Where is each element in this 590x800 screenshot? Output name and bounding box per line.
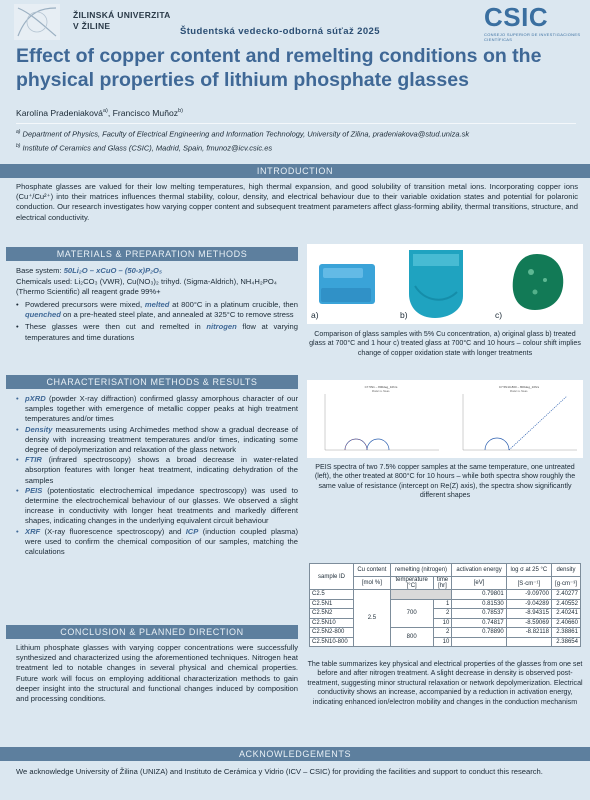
- acknowledgements-heading: ACKNOWLEDGEMENTS: [0, 747, 590, 761]
- cell-time: 10: [433, 618, 452, 628]
- char-bullet-peis: [16, 486, 298, 527]
- materials-bullet-1-text-b: at 800°C in a platinum crucible, then: [169, 300, 298, 309]
- event-name: Študentská vedecko-odborná súťaž 2025: [180, 26, 380, 37]
- materials-bullet-1: [16, 300, 298, 320]
- peis-plot-right-title: C7.5N10-800 – 800deg_10hrs: [498, 385, 540, 389]
- materials-heading: MATERIALS & PREPARATION METHODS: [6, 247, 298, 261]
- glass-sample-a-image: [317, 262, 379, 308]
- char-bullet-density-text: measurements using Archimedes method show a gradual decrease of density with increasing treatment temperatures and/or times, indicating some degree of depolymerization and relaxation of the glass network: [25, 424, 298, 455]
- char-bullet-xrf-text: (X-ray fluorescence spectroscopy) and: [40, 526, 186, 536]
- char-bullet-icp-text: (induction coupled plasma) were used to confirm the chemical composition of our samples, matching the calculations: [25, 526, 298, 557]
- header: [0, 0, 590, 42]
- th-logs-unit: [S·cm⁻¹]: [506, 577, 551, 590]
- cell-density: 2.38861: [551, 628, 580, 638]
- cell-time: 2: [433, 609, 452, 619]
- glass-sample-b-image: [405, 246, 467, 320]
- materials-bullet-1-em-b: quenched: [25, 310, 61, 320]
- cell-temp: 700: [390, 599, 433, 628]
- th-density: density: [551, 564, 580, 577]
- cell-density: 2.40660: [551, 618, 580, 628]
- th-temp-unit: [°C]: [406, 583, 417, 589]
- cell-temp: 800: [390, 628, 433, 647]
- peis-plot-left-legend: Model vs. Meas.: [371, 390, 391, 393]
- glass-sample-c-label: c): [495, 310, 503, 320]
- materials-bullets: [16, 300, 298, 343]
- th-remelt: remelting (nitrogen): [390, 564, 452, 577]
- char-bullet-ftir: [16, 455, 298, 486]
- csic-logo: CSIC: [484, 2, 549, 32]
- cell-ea: 0.79801: [452, 590, 506, 600]
- cell-id: C2.5: [310, 590, 354, 600]
- materials-bullet-2: [16, 322, 298, 342]
- char-bullet-density-term: Density: [25, 424, 53, 434]
- author-1-sup: a): [102, 108, 108, 115]
- author-1: Karolína Pradeniaková: [16, 108, 103, 118]
- peis-plot-right: [449, 382, 581, 456]
- cell-ea: 0.78537: [452, 609, 506, 619]
- affiliation-a-sup: a): [16, 129, 21, 135]
- cell-logs: -8.82118: [506, 628, 551, 638]
- th-ea: activation energy: [452, 564, 506, 577]
- conclusion-heading: CONCLUSION & PLANNED DIRECTION: [6, 625, 298, 639]
- csic-subtitle: CONSEJO SUPERIOR DE INVESTIGACIONES CIENTÍFICAS: [484, 32, 581, 42]
- cell-logs: -8.94315: [506, 609, 551, 619]
- peis-plot-left: [311, 382, 443, 456]
- th-ea-unit: [eV]: [452, 577, 506, 590]
- char-bullet-xrf: [16, 527, 298, 558]
- cell-ea: 0.81530: [452, 599, 506, 609]
- affiliation-a-text: Department of Physics, Faculty of Electrical Engineering and Information Technology, University of Zilina, pradeniakova@stud.uniza.sk: [20, 129, 470, 139]
- cell-id: C2.5N10-800: [310, 637, 354, 647]
- th-temp-label: temperature: [395, 577, 428, 583]
- photos-panel: [307, 244, 583, 324]
- char-bullet-density: [16, 425, 298, 456]
- affiliation-a: [16, 129, 469, 139]
- th-time-label: time: [436, 577, 449, 583]
- conclusion-text: Lithium phosphate glasses with varying copper concentrations were successfully synthesized and characterized using the aforementioned techniques. Nitrogen heat treatment led to notable changes in several physical and chemical properties. Future work will focus on employing additional characterization methods to gain deeper insight into the structural and functional changes induced by composition and processing conditions.: [16, 643, 298, 704]
- divider: [16, 123, 576, 124]
- cell-id: C2.5N2-800: [310, 628, 354, 638]
- characterisation-bullets: [16, 394, 298, 557]
- properties-table: [309, 563, 581, 647]
- cell-id: C2.5N10: [310, 618, 354, 628]
- char-bullet-xrf-term: XRF: [25, 526, 41, 536]
- table-caption: The table summarizes key physical and electrical properties of the glasses from one set before and after nitrogen treatment. A slight decrease in density is observed post-treatment, suggesting minor structural relaxation or network depolymerization. Electrical conductivity shows an increase, accompanied by a reduction in activation energy, indicating enhanced ion/electron mobility and changes in the conduction mechanism: [307, 660, 583, 706]
- peis-caption: PEIS spectra of two 7.5% copper samples at the same temperature, one untreated (left), the other treated at 800°C for 10 hours – while both spectra show roughly the same value of resistance (intercept on Re(Z) axis), the spectra show significantly different shapes: [314, 463, 576, 500]
- cell-density: 2.38654: [551, 637, 580, 647]
- materials-bullet-1-text-c: on a pre-heated steel plate, and annealed at 325°C to remove stress: [60, 310, 294, 320]
- materials-bullet-2-text-b: flow at varying temperatures and time durations: [25, 322, 298, 342]
- table-row: [310, 590, 581, 600]
- base-system-formula: 50Li₂O – xCuO – (50-x)P₂O₅: [63, 266, 162, 275]
- introduction-heading: INTRODUCTION: [0, 164, 590, 178]
- cell-logs: [506, 637, 551, 647]
- affiliation-b-text: Institute of Ceramics and Glass (CSIC), Madrid, Spain, fmunoz@icv.csic.es: [20, 143, 273, 153]
- table-row: [310, 618, 581, 628]
- materials-chemicals: Chemicals used: Li₂CO₃ (VWR), Cu(NO₃)₂ trihyd. (Sigma-Aldrich), NH₄H₂PO₄ (Thermo Scientific) all reagent grade 99%+: [16, 277, 277, 297]
- university-name-line1: ŽILINSKÁ UNIVERZITA: [73, 10, 171, 20]
- th-temp: [390, 577, 433, 590]
- char-bullet-pxrd: [16, 394, 298, 425]
- th-time-unit: [hr]: [438, 583, 447, 589]
- table-row: [310, 637, 581, 647]
- th-cu-unit: [mol %]: [353, 577, 390, 590]
- materials-base-system: [16, 266, 298, 276]
- cell-density: 2.40277: [551, 590, 580, 600]
- university-name-line2: V ŽILINE: [73, 21, 111, 31]
- glass-sample-a-label: a): [311, 310, 319, 320]
- author-2-sup: b): [178, 108, 183, 115]
- base-system-label: Base system:: [16, 266, 64, 275]
- peis-plot-left-title: C7.5N1 – 800deg_10hrs: [364, 385, 398, 389]
- cell-density: 2.40241: [551, 609, 580, 619]
- th-sample: sample ID: [310, 564, 354, 590]
- table-row: [310, 609, 581, 619]
- char-bullet-peis-term: PEIS: [25, 485, 43, 495]
- photos-caption: Comparison of glass samples with 5% Cu concentration, a) original glass b) treated glass at 700°C and 1 hour c) treated glass at 700°C and 10 hours – colour shift implies change of copper oxidation state with longer treatments: [309, 330, 581, 357]
- char-bullet-icp-term: ICP: [185, 526, 199, 536]
- poster-title: Effect of copper content and remelting conditions on the physical properties of lithium phosphate glasses: [16, 45, 542, 91]
- char-bullet-pxrd-text: (powder X-ray diffraction) confirmed glassy amorphous character of our samples together with emergence of metallic copper peaks at high treatment temperatures and/or times: [25, 394, 298, 424]
- introduction-text: Phosphate glasses are valued for their low melting temperatures, high thermal expansion, and good solubility of transition metal ions. Incorporating copper ions (Cu⁺/Cu²⁺) into their matrices influences thermal stability, colour, density, and electrical behaviour due to their variable oxidation states and potential for polaronic conduction. Our research investigates how varying copper content and subsequent treatment parameters affect glass-forming ability, thermal transitions, structure, and electrical conductivity.: [16, 182, 578, 222]
- materials-bullet-2-em: nitrogen: [206, 322, 237, 332]
- char-bullet-ftir-text: (infrared spectroscopy) shows a broad decrease in water-related absorption features with longer heat treatment, indicating dehydration of the samples: [25, 455, 298, 485]
- cell-untreated: [390, 590, 452, 600]
- cell-density: 2.40552: [551, 599, 580, 609]
- char-bullet-pxrd-term: pXRD: [25, 394, 46, 403]
- author-2: Francisco Muñoz: [112, 108, 179, 118]
- cell-time: 1: [433, 599, 452, 609]
- affiliation-b: [16, 143, 272, 153]
- cell-logs: -9.04289: [506, 599, 551, 609]
- acknowledgements-text: We acknowledge University of Žilina (UNIZA) and Instituto de Cerámica y Vidrio (ICV – CSIC) for providing the facilities and support to conduct this research.: [16, 767, 543, 776]
- cell-cu: 2.5: [353, 590, 390, 647]
- cell-time: 10: [433, 637, 452, 647]
- cell-ea: 0.78890: [452, 628, 506, 638]
- materials-bullet-1-em-a: melted: [144, 300, 170, 309]
- cell-logs: -8.59069: [506, 618, 551, 628]
- glass-sample-c-image: [507, 250, 569, 314]
- university-name: [73, 10, 171, 32]
- materials-bullet-2-text-a: These glasses were then cut and remelted in: [25, 322, 207, 332]
- glass-sample-b-label: b): [400, 310, 408, 320]
- cell-ea: 0.74817: [452, 618, 506, 628]
- th-time: [433, 577, 452, 590]
- cell-id: C2.5N2: [310, 609, 354, 619]
- th-density-unit: [g·cm⁻³]: [551, 577, 580, 590]
- th-cu: Cu content: [353, 564, 390, 577]
- cell-time: 2: [433, 628, 452, 638]
- affiliation-b-sup: b): [16, 143, 21, 149]
- table-row: [310, 599, 581, 609]
- author-separator: ,: [107, 108, 113, 118]
- cell-id: C2.5N1: [310, 599, 354, 609]
- char-bullet-peis-text: (potentiostatic electrochemical impedance spectroscopy) was used to determine the electrochemical behaviour of our glasses. We observed a slight increase in conductivity with longer heat treatments and markedly different shapes, indicating changes in the underlying equivalent circuit behaviour: [25, 485, 298, 526]
- cell-ea: [452, 637, 506, 647]
- th-logs: log σ at 25 °C: [506, 564, 551, 577]
- peis-plot-right-legend: Model vs. Meas.: [509, 390, 529, 393]
- materials-bullet-1-text-a: Powdered precursors were mixed,: [25, 300, 145, 309]
- university-logo-icon: [14, 4, 60, 40]
- cell-logs: -9.09700: [506, 590, 551, 600]
- peis-panel: [307, 380, 583, 458]
- char-bullet-ftir-term: FTIR: [25, 455, 42, 465]
- characterisation-heading: CHARACTERISATION METHODS & RESULTS: [6, 375, 298, 389]
- table-row: [310, 628, 581, 638]
- authors: [16, 108, 183, 118]
